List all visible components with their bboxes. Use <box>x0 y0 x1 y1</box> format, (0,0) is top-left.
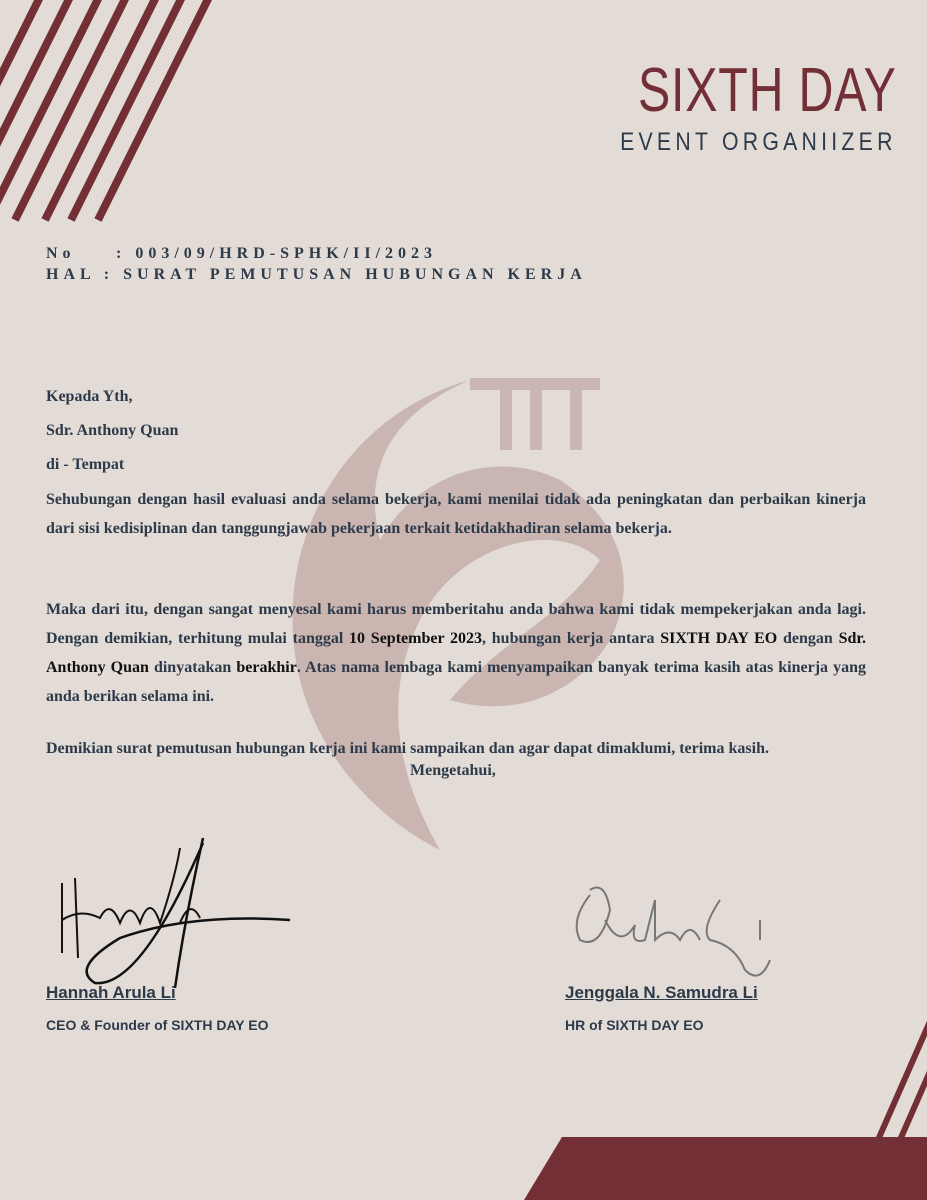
recipient-place: di - Tempat <box>46 456 125 473</box>
no-label: No <box>46 245 76 262</box>
employee-name: Sdr. Anthony Quan <box>46 630 866 676</box>
letter-subject: SURAT PEMUTUSAN HUBUNGAN KERJA <box>123 266 587 283</box>
bottom-right-band <box>524 1137 927 1200</box>
signatory-role: CEO & Founder of SIXTH DAY EO <box>46 1017 269 1033</box>
company-name: SIXTH DAY EO <box>660 630 778 647</box>
logo-title: SIXTH DAY <box>638 56 897 125</box>
company-logo <box>565 56 897 157</box>
letter-number: 003/09/HRD-SPHK/II/2023 <box>135 245 438 262</box>
signatory-name: Hannah Arula Li <box>46 983 176 1002</box>
signatory-name: Jenggala N. Samudra Li <box>565 983 758 1002</box>
termination-date: 10 September 2023 <box>349 630 483 647</box>
signatory-role: HR of SIXTH DAY EO <box>565 1017 704 1033</box>
paragraph-2: Maka dari itu, dengan sangat menyesal kami harus memberitahu anda bahwa kami tidak mempekerjakan anda lagi. Dengan demikian, terhitung mulai tanggal 10 September 2023, hubungan kerja antara SIXTH DAY EO dengan Sdr. Anthony Quan dinyatakan berakhir. Atas nama lembaga kami menyampaikan banyak terima kasih atas kinerja yang anda berikan selama ini. <box>46 601 866 705</box>
acknowledged-label: Mengetahui, <box>410 762 496 779</box>
hal-label: HAL <box>46 266 95 283</box>
signature-gala <box>560 880 790 990</box>
recipient-block <box>46 380 178 482</box>
letter-reference: No : 003/09/HRD-SPHK/II/2023 HAL : SURAT PEMUTUSAN HUBUNGAN KERJA <box>46 245 587 283</box>
paragraph-3: Demikian surat pemutusan hubungan kerja ini kami sampaikan dan agar dapat dimaklumi, terima kasih. <box>46 740 769 757</box>
bottom-right-stripes <box>878 1010 927 1140</box>
signatory-2 <box>565 983 758 1033</box>
salutation: Kepada Yth, <box>46 388 133 405</box>
logo-subtitle: EVENT ORGANIIZER <box>620 128 897 156</box>
signatory-1 <box>46 983 268 1033</box>
status-word: berakhir <box>236 659 297 676</box>
recipient-name: Sdr. Anthony Quan <box>46 422 179 439</box>
signature-hannah <box>50 838 300 988</box>
top-left-stripes <box>0 0 210 220</box>
paragraph-1: Sehubungan dengan hasil evaluasi anda selama bekerja, kami menilai tidak ada peningkatan dan perbaikan kinerja dari sisi kedisiplinan dan tanggungjawab pekerjaan terkait ketidakhadiran selama bekerja. <box>46 491 866 537</box>
